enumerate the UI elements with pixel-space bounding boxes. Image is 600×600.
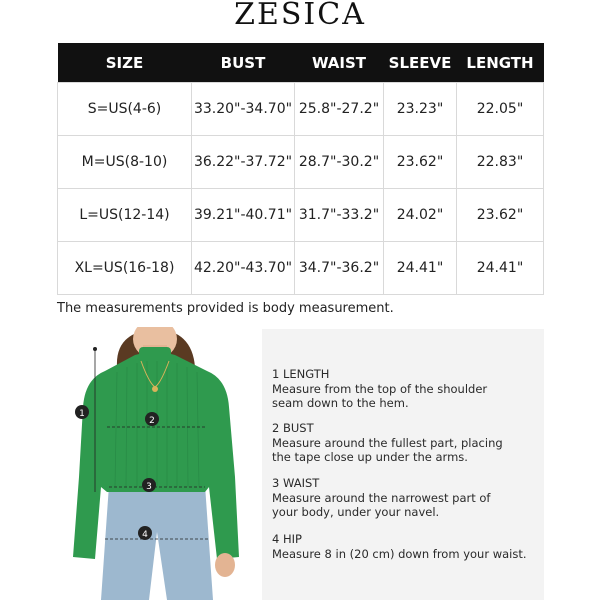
model-illustration	[57, 327, 255, 600]
guide-heading: 1 LENGTH	[272, 367, 330, 381]
guide-heading: 3 WAIST	[272, 476, 320, 490]
table-row	[58, 136, 544, 189]
cell-size: S=US(4-6)	[58, 83, 192, 136]
guide-bust	[272, 421, 503, 465]
measuring-guide-panel	[262, 329, 544, 600]
cell-length: 22.05"	[457, 83, 544, 136]
guide-line: the tape close up under the arms.	[272, 450, 468, 464]
svg-text:3: 3	[146, 482, 152, 492]
svg-text:4: 4	[142, 530, 148, 540]
cell-bust: 33.20"-34.70"	[192, 83, 295, 136]
cell-sleeve: 23.23"	[384, 83, 457, 136]
table-row	[58, 189, 544, 242]
svg-text:2: 2	[149, 416, 155, 426]
marker-4	[138, 526, 152, 540]
marker-3	[142, 478, 156, 492]
guide-length	[272, 367, 487, 411]
pendant-icon	[152, 386, 158, 392]
brand-logo: ZESICA	[234, 0, 366, 32]
cell-size: XL=US(16-18)	[58, 242, 192, 295]
cell-size: L=US(12-14)	[58, 189, 192, 242]
cell-sleeve: 24.02"	[384, 189, 457, 242]
guide-line: your body, under your navel.	[272, 505, 440, 519]
header-bust: BUST	[192, 43, 295, 83]
cell-bust: 39.21"-40.71"	[192, 189, 295, 242]
table-row	[58, 83, 544, 136]
sweater-collar	[139, 347, 171, 361]
cell-waist: 28.7"-30.2"	[295, 136, 384, 189]
cell-waist: 25.8"-27.2"	[295, 83, 384, 136]
guide-waist	[272, 476, 490, 520]
cell-waist: 31.7"-33.2"	[295, 189, 384, 242]
guide-line: Measure 8 in (20 cm) down from your waist.	[272, 546, 527, 561]
guide-line: Measure from the top of the shoulder	[272, 381, 488, 396]
marker-2	[145, 412, 159, 426]
model-photo	[57, 327, 255, 600]
cell-waist: 34.7"-36.2"	[295, 242, 384, 295]
measurement-note: The measurements provided is body measurement.	[57, 301, 394, 316]
cell-sleeve: 23.62"	[384, 136, 457, 189]
header-length: LENGTH	[457, 43, 544, 83]
size-chart-table	[57, 43, 544, 295]
guide-heading: 2 BUST	[272, 421, 314, 435]
jeans-shape	[101, 485, 213, 600]
cell-bust: 42.20"-43.70"	[192, 242, 295, 295]
table-row	[58, 242, 544, 295]
marker-1	[75, 405, 89, 419]
cell-length: 24.41"	[457, 242, 544, 295]
header-size: SIZE	[58, 43, 192, 83]
cell-length: 22.83"	[457, 136, 544, 189]
header-waist: WAIST	[295, 43, 384, 83]
guide-line: seam down to the hem.	[272, 396, 409, 410]
cell-bust: 36.22"-37.72"	[192, 136, 295, 189]
table-header-row	[58, 43, 544, 83]
header-sleeve: SLEEVE	[384, 43, 457, 83]
guide-hip	[272, 532, 527, 561]
guide-heading: 4 HIP	[272, 532, 302, 546]
cell-sleeve: 24.41"	[384, 242, 457, 295]
svg-text:1: 1	[79, 409, 85, 419]
guide-line: Measure around the narrowest part of	[272, 490, 491, 505]
guide-line: Measure around the fullest part, placing	[272, 435, 503, 450]
cell-size: M=US(8-10)	[58, 136, 192, 189]
cell-length: 23.62"	[457, 189, 544, 242]
